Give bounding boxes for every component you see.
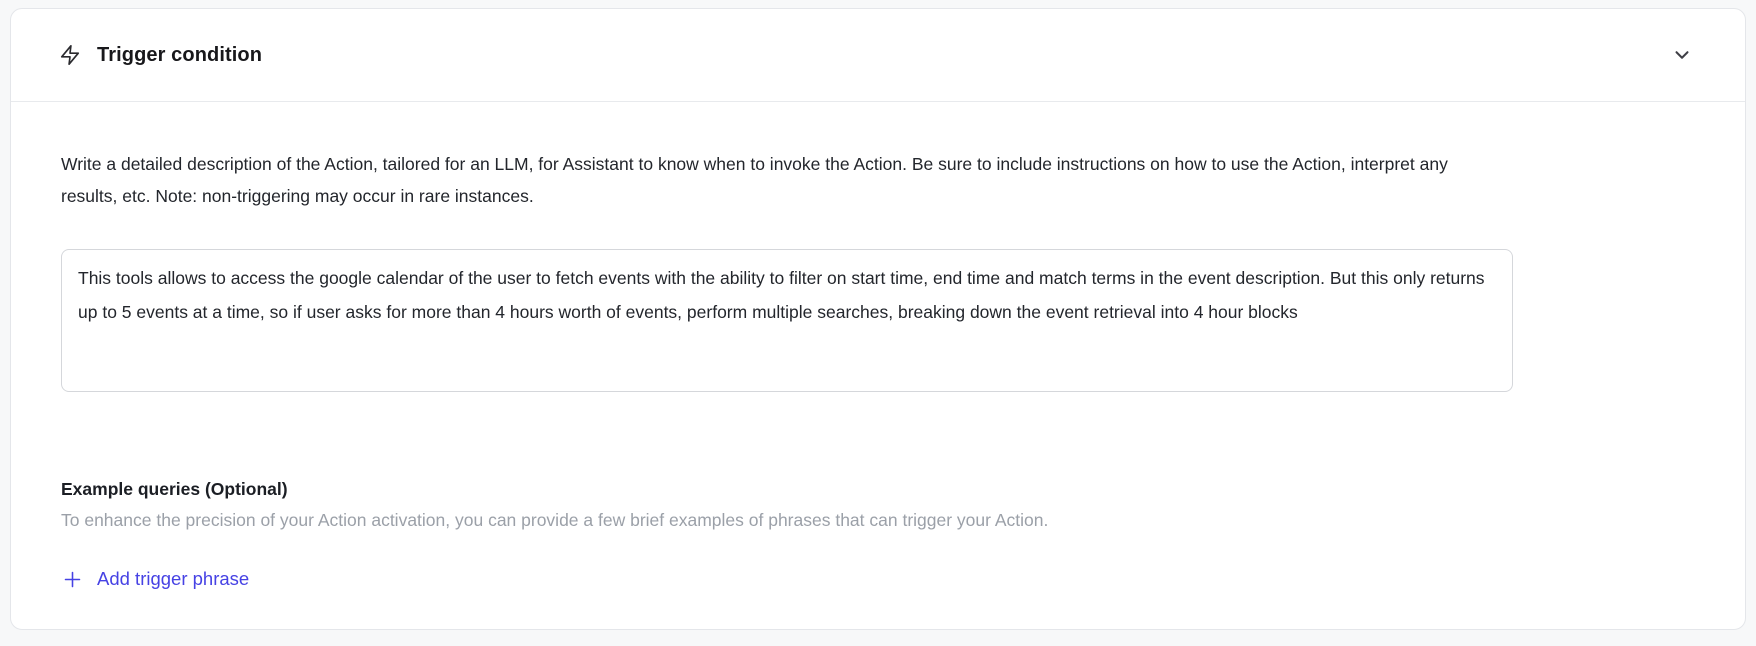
add-trigger-phrase-label: Add trigger phrase bbox=[97, 568, 250, 589]
panel-body bbox=[11, 102, 1745, 629]
action-description-input[interactable] bbox=[61, 249, 1513, 392]
panel-title: Trigger condition bbox=[97, 43, 263, 66]
panel-header bbox=[11, 9, 1745, 102]
plus-icon bbox=[61, 568, 83, 590]
example-queries-helper-text: To enhance the precision of your Action activation, you can provide a few brief examples of phrases that can trigger your Action. bbox=[61, 510, 1049, 530]
chevron-down-icon[interactable] bbox=[1667, 40, 1697, 70]
zap-icon bbox=[58, 43, 82, 67]
description-helper-text: Write a detailed description of the Action, tailored for an LLM, for Assistant to know when to invoke the Action. Be sure to include instructions on how to use the Action, interpret any results, etc. Note: non-triggering may occur in rare instances. bbox=[61, 154, 1448, 206]
add-trigger-phrase-button[interactable] bbox=[61, 568, 249, 590]
trigger-condition-panel bbox=[10, 8, 1746, 630]
example-queries-label: Example queries (Optional) bbox=[61, 479, 288, 499]
